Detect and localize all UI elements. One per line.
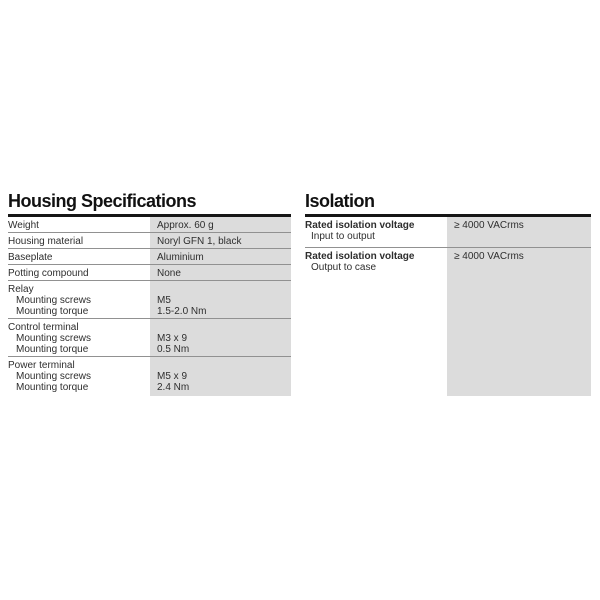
- group-item-value: M3 x 9: [157, 332, 188, 344]
- table-row-baseplate: [8, 249, 291, 265]
- table-row-potting-compound: [8, 265, 291, 281]
- row-label: Baseplate: [8, 251, 53, 263]
- group-item-label: Mounting torque: [16, 381, 89, 393]
- group-values: [150, 319, 291, 356]
- group-labels: [8, 319, 150, 356]
- row-label: Potting compound: [8, 267, 89, 279]
- isolation-spec-table: [305, 217, 591, 396]
- group-item-value: 0.5 Nm: [157, 343, 190, 355]
- housing-specifications-section: [8, 191, 291, 396]
- group-value-spacer: [157, 322, 287, 333]
- table-row-power-terminal-group: [8, 357, 291, 396]
- housing-spec-table: [8, 217, 291, 396]
- group-item-label: Mounting torque: [16, 305, 89, 317]
- group-values: [150, 281, 291, 318]
- group-labels: [8, 281, 150, 318]
- row-value: ≥ 4000 VACrms: [454, 219, 524, 231]
- group-item-value: M5 x 9: [157, 370, 188, 382]
- group-item-label: Mounting torque: [16, 343, 89, 355]
- group-values: [150, 357, 291, 396]
- table-row-isolation-output-case: [305, 248, 591, 279]
- filler-value-cell: [447, 279, 591, 396]
- row-value: Noryl GFN 1, black: [150, 233, 291, 248]
- row-label-bold: Rated isolation voltage: [305, 219, 415, 231]
- table-row-housing-material: [8, 233, 291, 249]
- row-labels: [305, 248, 447, 279]
- group-title: Power terminal: [8, 359, 75, 371]
- row-value: Approx. 60 g: [150, 217, 291, 232]
- group-item-value: M5: [157, 294, 171, 306]
- row-label: Housing material: [8, 235, 84, 247]
- group-title: Control terminal: [8, 321, 79, 333]
- group-title: Relay: [8, 283, 34, 295]
- table-row-isolation-input-output: [305, 217, 591, 248]
- row-value-cell: [447, 217, 591, 247]
- table-filler-row: [305, 279, 591, 396]
- row-value: ≥ 4000 VACrms: [454, 250, 524, 262]
- group-item-value: 1.5-2.0 Nm: [157, 305, 207, 317]
- group-item-label: Mounting screws: [16, 332, 92, 344]
- row-sublabel: Input to output: [311, 230, 375, 242]
- table-row-relay-group: [8, 281, 291, 319]
- filler-label-spacer: [305, 279, 447, 396]
- row-value: None: [150, 265, 291, 280]
- group-value-spacer: [157, 360, 287, 371]
- group-item-value: 2.4 Nm: [157, 381, 190, 393]
- row-label-bold: Rated isolation voltage: [305, 250, 415, 262]
- table-row-weight: [8, 217, 291, 233]
- table-row-control-terminal-group: [8, 319, 291, 357]
- row-labels: [305, 217, 447, 247]
- group-labels: [8, 357, 150, 396]
- group-value-spacer: [157, 284, 287, 295]
- row-label: Weight: [8, 219, 39, 231]
- row-value: Aluminium: [150, 249, 291, 264]
- row-value-cell: [447, 248, 591, 279]
- section-title-isolation: Isolation: [305, 191, 375, 211]
- group-item-label: Mounting screws: [16, 294, 92, 306]
- isolation-section: [305, 191, 591, 396]
- section-title-housing: Housing Specifications: [8, 191, 197, 211]
- row-sublabel: Output to case: [311, 261, 377, 273]
- group-item-label: Mounting screws: [16, 370, 92, 382]
